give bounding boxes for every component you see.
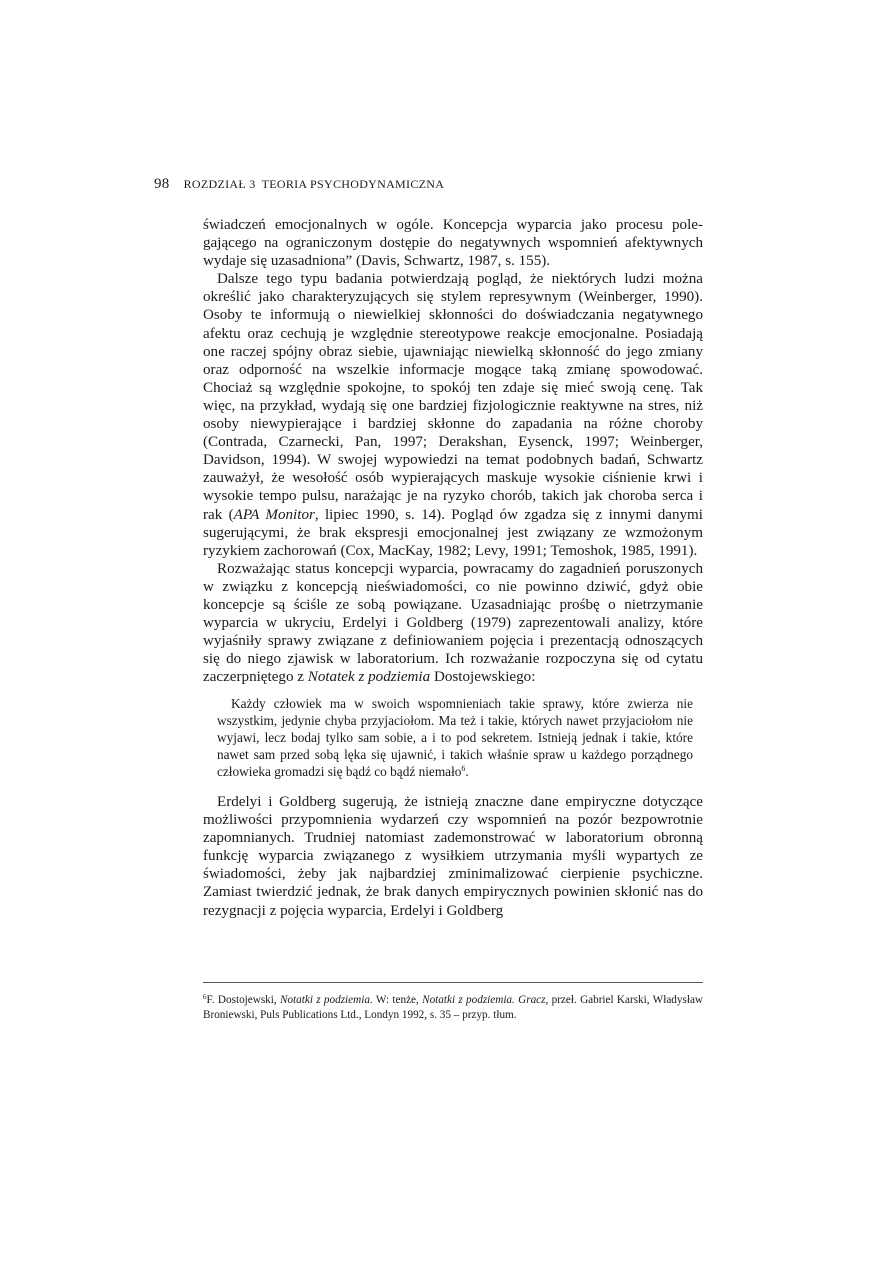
running-header	[154, 176, 444, 193]
block-quote	[217, 696, 693, 781]
paragraph-3-italic: Notatek z podziemia	[307, 669, 431, 686]
chapter-title: TEORIA PSYCHODYNAMICZNA	[261, 177, 445, 191]
paragraph-4: Erdelyi i Goldberg sugerują, że istnieją znaczne dane empiryczne dotyczące możliwości przypomnienia wydarzeń czy wspomnień na pozór bezpowrotnie zapomnianych. Trudniej natomiast zademonstrować w laboratorium obronną funkcję wyparcia związanego z wysiłkiem utrzymania myśli wypartych ze świadomości, żeby jak najbardziej zminimalizować cierpienie psychiczne. Zamiast twierdzić jednak, że brak danych empirycznych powinien skłonić nas do rezygnacji z pojęcia wyparcia, Erdelyi i Goldberg	[203, 793, 703, 919]
footnote-title-2: Notatki z podziemia. Gracz	[422, 994, 546, 1006]
paragraph-2-end: , lipiec 1990, s. 14). Pogląd ów zgadza się z innymi danymi sugerującymi, że brak ekspresji emocjonalnej jest związany ze wzmożonym ryzykiem zachorowań (Cox, MacKay, 1982; Levy, 1991; Temoshok, 1985, 1991).	[203, 506, 703, 559]
footnote-title-1: Notatki z podziemia	[280, 994, 370, 1006]
paragraph-3-end: Dostojewskiego:	[430, 669, 536, 686]
body-text	[203, 216, 703, 920]
footnote-divider	[203, 982, 703, 983]
page-number: 98	[154, 176, 170, 192]
quote-text: Każdy człowiek ma w swoich wspomnieniach takie sprawy, które zwierza nie wszystkim, jedynie chyba przyjaciołom. Ma też i takie, których nawet przyjaciołom nie wyjawi, lecz bodaj tylko sam sobie, a i to pod sekretem. Istnieją jednak i takie, które nawet sam przed sobą lęka się ujawnić, i takich właśnie spraw u każdego porządnego człowieka gromadzi się bądź co bądź niemało	[217, 696, 693, 780]
chapter-label: ROZDZIAŁ 3	[183, 177, 256, 191]
footnote-ref[interactable]: 6	[461, 764, 466, 774]
paragraph-2-italic: APA Monitor	[233, 506, 315, 523]
paragraph-1: świadczeń emocjonalnych w ogóle. Koncepcja wyparcia jako procesu polegającego na ograniczonym dostępie do negatywnych wspomnień afektywnych wydaje się uzasadniona” (Davis, Schwartz, 1987, s. 155).	[203, 217, 703, 270]
paragraph-2-text: Dalsze tego typu badania potwierdzają pogląd, że niektórych ludzi można określić jako charakteryzujących się stylem represywnym (Weinberger, 1990). Osoby te informują o niewielkiej skłonności do doświadczania negatywnego afektu oraz cechują je względnie stereotypowe reakcje emocjonalne. Posiadają one raczej spójny obraz siebie, ujawniając niewielką skłonność do jego zmiany oraz odporność na wszelkie informacje mogące taką zmianę spowodować. Chociaż są względnie spokojne, to spokój ten zdaje się mieć swoją cenę. Tak więc, na przykład, wydają się one bardziej fizjologicznie reaktywne na stres, niż osoby niewypierające i bardziej skłonne do zapadania na różne choroby (Contrada, Czarnecki, Pan, 1997; Derakshan, Eysenck, 1997; Weinberger, Davidson, 1994). W swojej wypowiedzi na temat podobnych badań, Schwartz zauważył, że wesołość osób wypierających maskuje wysokie ciśnienie krwi i wysokie tempo pulsu, narażając je na ryzyko chorób, takich jak choroba serca i rak (	[203, 271, 703, 523]
footnote-text-1: F. Dostojewski,	[206, 994, 280, 1006]
footnote-text-3: , przeł. Gabriel Karski, Władysław Broniewski, Puls Publications Ltd., Londyn 1992, s. 35 – przyp. tłum.	[203, 994, 703, 1021]
paragraph-2	[203, 270, 703, 560]
footnote-marker: 6	[203, 993, 207, 1001]
quote-paragraph	[217, 696, 693, 781]
quote-end: .	[465, 764, 469, 780]
footnote	[203, 993, 703, 1023]
footnote-text-2: . W: tenże,	[369, 994, 423, 1006]
paragraph-3-text: Rozważając status koncepcji wyparcia, powracamy do zagadnień poruszonych w związku z koncepcją nieświadomości, co nie powinno dziwić, gdyż obie koncepcje są ściśle ze sobą powiązane. Uzasadniając prośbę o nietrzymanie wyparcia w ukryciu, Erdelyi i Goldberg (1979) zaprezentowali analizy, które wyjaśniły sprawy związane z definiowaniem pojęcia i prezentacją odnoszących się do niego zjawisk w laboratorium. Ich rozważanie rozpoczyna się od cytatu zaczerpniętego z	[203, 560, 703, 686]
paragraph-3	[203, 560, 703, 687]
